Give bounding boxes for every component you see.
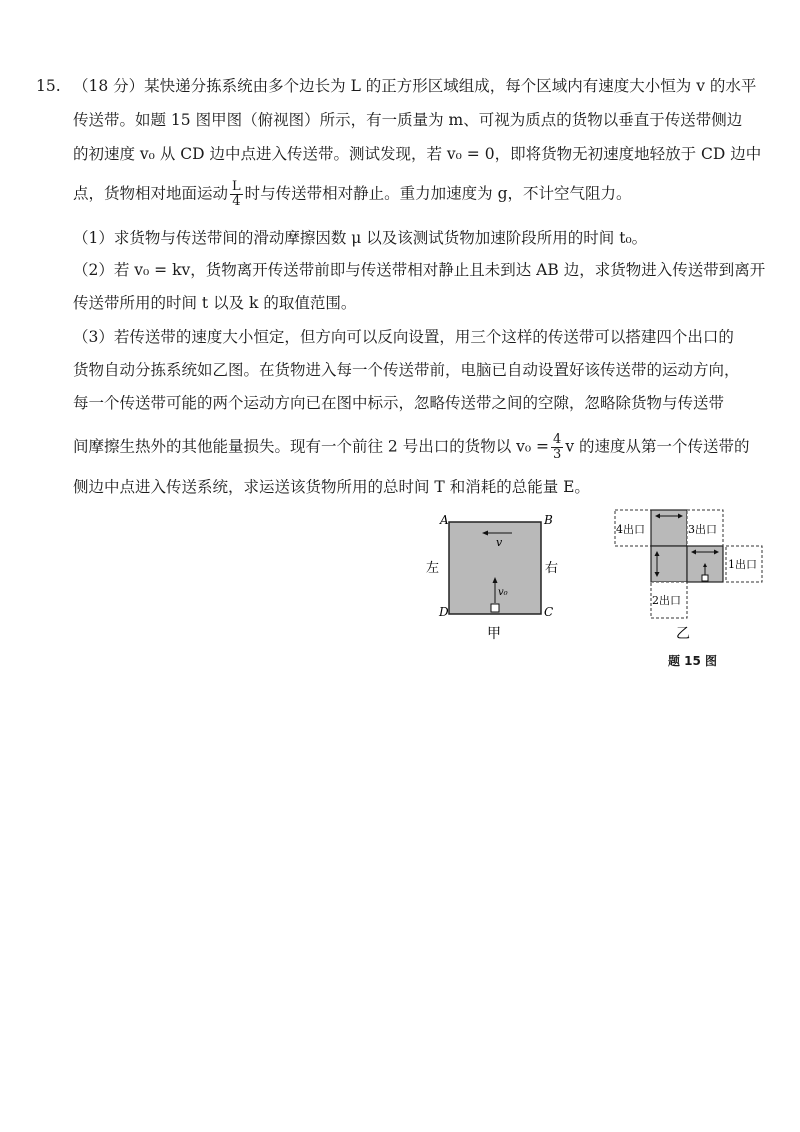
cargo-box xyxy=(491,604,499,612)
figure-jia-label: 甲 xyxy=(487,626,501,642)
fraction-4-over-3 xyxy=(551,433,563,462)
part-3-line-2: 货物自动分拣系统如乙图。在货物进入每一个传送带前，电脑已自动设置好该传送带的运动方向， xyxy=(73,361,740,379)
fraction-L-over-4 xyxy=(230,180,243,209)
figure-yi-label: 乙 xyxy=(676,626,690,642)
part-3-line-5: 侧边中点进入传送系统，求运送该货物所用的总时间 T 和消耗的总能量 E。 xyxy=(73,478,590,496)
part-2-line-2: 传送带所用的时间 t 以及 k 的取值范围。 xyxy=(73,294,357,312)
belt-velocity-label: v xyxy=(496,536,503,549)
part-3-line-4-end: v 的速度从第一个传送带的 xyxy=(565,437,750,456)
corner-label-C: C xyxy=(544,605,554,619)
stem-line-2: 传送带。如题 15 图甲图（俯视图）所示，有一质量为 m、可视为质点的货物以垂直于传送带侧边 xyxy=(73,111,743,129)
figure-jia xyxy=(420,505,570,645)
fraction-denominator: 3 xyxy=(553,447,562,462)
corner-label-A: A xyxy=(440,513,449,527)
question-number: 15. xyxy=(36,77,61,95)
exit-3-label: 3出口 xyxy=(688,523,717,536)
stem-line-4-end: 时与传送带相对静止。重力加速度为 g，不计空气阻力。 xyxy=(244,184,632,203)
stem-line-4-start: 点，货物相对地面运动 xyxy=(73,184,229,203)
corner-label-B: B xyxy=(544,513,553,527)
part-3-line-3: 每一个传送带可能的两个运动方向已在图中标示，忽略传送带之间的空隙，忽略除货物与传送带 xyxy=(73,394,725,412)
exit-1-label: 1出口 xyxy=(728,558,757,571)
part-1: （1）求货物与传送带间的滑动摩擦因数 μ 以及该测试货物加速阶段所用的时间 t₀。 xyxy=(73,229,648,247)
part-3-line-4-start: 间摩擦生热外的其他能量损失。现有一个前往 2 号出口的货物以 v₀ = xyxy=(73,437,550,456)
right-side-label: 右 xyxy=(545,561,559,576)
fraction-numerator: 4 xyxy=(553,432,562,447)
fraction-numerator: L xyxy=(232,179,241,194)
exit-2-label: 2出口 xyxy=(652,594,681,607)
part-3-line-1: （3）若传送带的速度大小恒定，但方向可以反向设置，用三个这样的传送带可以搭建四个出口的 xyxy=(73,328,734,346)
corner-label-D: D xyxy=(439,605,449,619)
exit-4-label: 4出口 xyxy=(616,523,645,536)
fraction-denominator: 4 xyxy=(232,194,241,209)
part-2-line-1: （2）若 v₀ = kv，货物离开传送带前即与传送带相对静止且未到达 AB 边，求货物进入传送带到离开 xyxy=(73,261,766,279)
figure-yi xyxy=(610,505,770,645)
stem-line-4 xyxy=(73,180,632,209)
belt-2 xyxy=(651,546,687,582)
stem-line-3: 的初速度 v₀ 从 CD 边中点进入传送带。测试发现，若 v₀ = 0，即将货物无初速度地轻放于 CD 边中 xyxy=(73,145,762,163)
figure-caption: 题 15 图 xyxy=(668,654,718,668)
part-3-line-4 xyxy=(73,433,750,462)
stem-line-1: （18 分）某快递分拣系统由多个边长为 L 的正方形区域组成，每个区域内有速度大小恒为 v 的水平 xyxy=(73,77,757,95)
cargo-box-entry xyxy=(702,575,708,581)
left-side-label: 左 xyxy=(426,561,440,576)
initial-velocity-label: v₀ xyxy=(498,587,508,598)
